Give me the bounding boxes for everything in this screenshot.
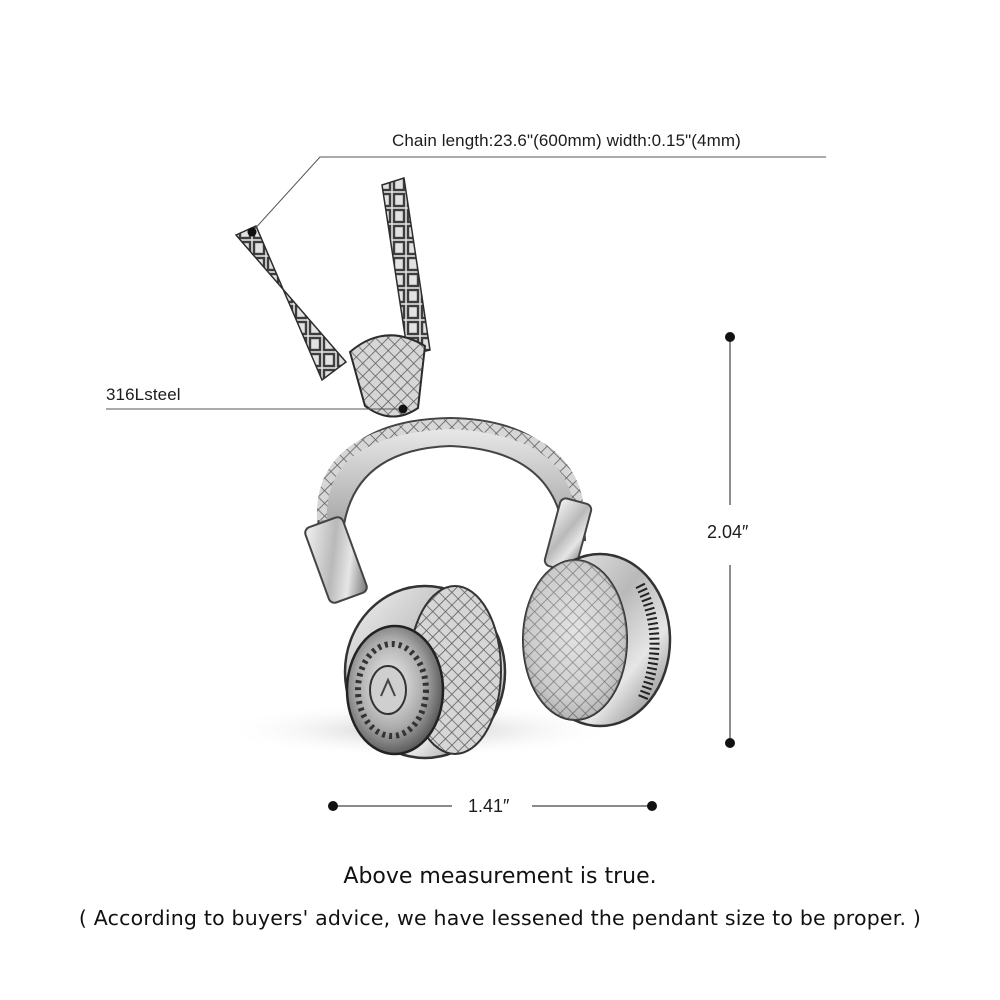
- chain-callout: [248, 157, 827, 237]
- headband: [318, 418, 585, 545]
- left-slider: [304, 516, 369, 605]
- caption-advice: ( According to buyers' advice, we have lessened the pendant size to be proper. ): [78, 906, 922, 930]
- pendant-bail: [350, 335, 425, 416]
- caption-measurement: Above measurement is true.: [343, 864, 657, 889]
- left-ear-cup: [345, 586, 505, 758]
- right-ear-cup: [523, 554, 670, 726]
- width-value: 1.41″: [468, 796, 510, 816]
- chain-spec-label: Chain length:23.6"(600mm) width:0.15"(4mm): [392, 131, 741, 150]
- material-callout: [106, 405, 408, 414]
- material-label: 316Lsteel: [106, 385, 181, 404]
- height-value: 2.04″: [707, 522, 749, 542]
